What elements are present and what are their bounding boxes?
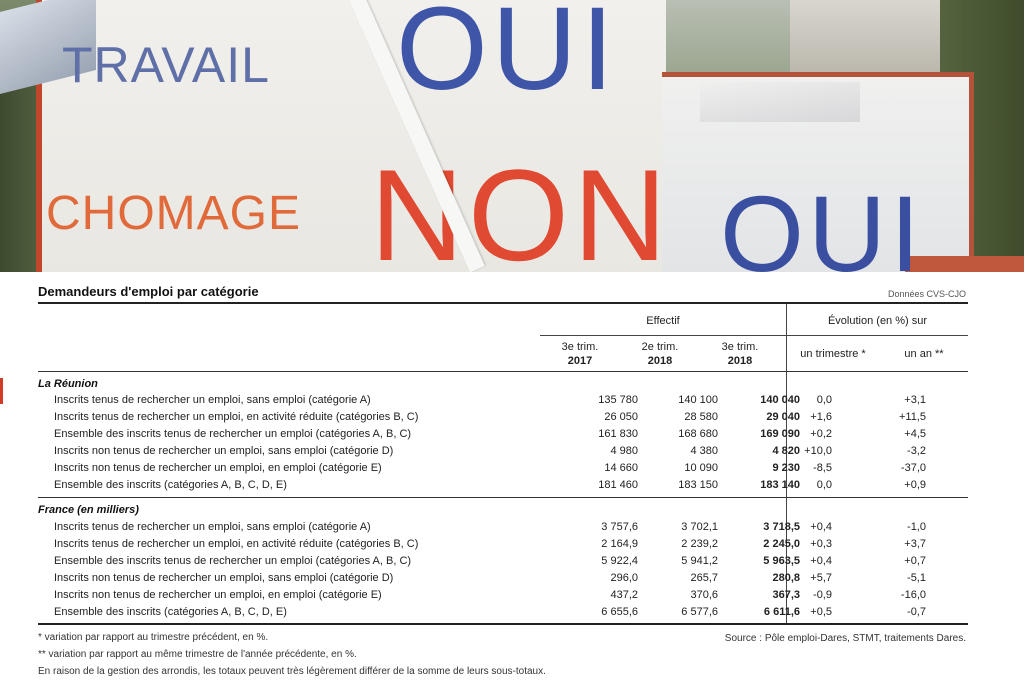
table-row xyxy=(38,409,968,425)
section-title-reunion: La Réunion xyxy=(38,378,98,390)
evolution-an: +0,7 xyxy=(904,555,926,567)
value-2e-trim-2018: 5 941,2 xyxy=(681,555,718,567)
sign-text-oui-top: OUI xyxy=(396,0,618,115)
sign-text-non: NON xyxy=(370,142,671,272)
header-col-trimestre: un trimestre * xyxy=(800,348,866,360)
value-3e-trim-2017: 181 460 xyxy=(598,479,638,491)
table-row xyxy=(38,443,968,459)
value-3e-trim-2018: 2 245,0 xyxy=(763,538,800,550)
evolution-an: -3,2 xyxy=(907,445,926,457)
header-effectif: Effectif xyxy=(646,315,680,327)
header-col2-line2: 2018 xyxy=(647,355,673,367)
evolution-an: -5,1 xyxy=(907,572,926,584)
header-col3-line2: 2018 xyxy=(727,355,753,367)
table-row xyxy=(38,460,968,476)
row-label: Ensemble des inscrits tenus de rechercher un emploi (catégories A, B, C) xyxy=(54,555,412,567)
header-col-an: un an ** xyxy=(904,348,944,360)
evolution-an: +11,5 xyxy=(898,411,926,423)
value-2e-trim-2018: 3 702,1 xyxy=(681,521,718,533)
background-building xyxy=(790,0,940,80)
row-label: Ensemble des inscrits (catégories A, B, C, D, E) xyxy=(54,479,287,491)
evolution-trimestre: +0,2 xyxy=(810,428,832,440)
source-note: Source : Pôle emploi-Dares, STMT, traitements Dares. xyxy=(724,633,966,644)
table-row xyxy=(38,587,968,603)
table-row xyxy=(38,553,968,569)
value-3e-trim-2017: 4 980 xyxy=(610,445,638,457)
row-label: Inscrits non tenus de rechercher un emploi, en emploi (catégorie E) xyxy=(54,589,382,601)
value-3e-trim-2017: 437,2 xyxy=(610,589,638,601)
header-col2-line1: 2e trim. xyxy=(641,341,679,353)
value-3e-trim-2017: 135 780 xyxy=(598,394,638,406)
sign-text-oui-right: OUI xyxy=(720,173,925,272)
evolution-an: -0,7 xyxy=(907,606,926,618)
table-row xyxy=(38,519,968,535)
evolution-trimestre: 0,0 xyxy=(816,479,832,491)
value-3e-trim-2017: 26 050 xyxy=(604,411,638,423)
value-2e-trim-2018: 168 680 xyxy=(678,428,718,440)
evolution-an: +3,7 xyxy=(904,538,926,550)
value-3e-trim-2018: 3 718,5 xyxy=(763,521,800,533)
section-separator xyxy=(38,497,968,498)
edge-mark xyxy=(0,378,3,404)
header-evolution: Évolution (en %) sur xyxy=(827,315,928,327)
row-label: Ensemble des inscrits tenus de rechercher un emploi (catégories A, B, C) xyxy=(54,428,412,440)
banner-photo xyxy=(0,0,1024,272)
value-3e-trim-2018: 140 040 xyxy=(760,394,800,406)
value-3e-trim-2018: 9 230 xyxy=(772,462,800,474)
table-row xyxy=(38,426,968,442)
evolution-trimestre: -8,5 xyxy=(813,462,832,474)
value-2e-trim-2018: 183 150 xyxy=(678,479,718,491)
footnote-arrondis: En raison de la gestion des arrondis, les totaux peuvent très légèrement différer de la somme de leurs sous-totaux. xyxy=(38,666,546,677)
value-3e-trim-2018: 280,8 xyxy=(772,572,800,584)
row-label: Inscrits tenus de rechercher un emploi, en activité réduite (catégories B, C) xyxy=(54,411,419,423)
value-3e-trim-2017: 6 655,6 xyxy=(601,606,638,618)
evolution-an: -37,0 xyxy=(900,462,926,474)
sign-wrinkle xyxy=(700,82,860,122)
evolution-trimestre: +0,5 xyxy=(810,606,832,618)
evolution-trimestre: +0,4 xyxy=(810,521,832,533)
header-col-2017 xyxy=(545,340,615,368)
evolution-trimestre: +10,0 xyxy=(804,445,832,457)
value-2e-trim-2018: 140 100 xyxy=(678,394,718,406)
value-3e-trim-2017: 3 757,6 xyxy=(601,521,638,533)
value-3e-trim-2018: 29 040 xyxy=(766,411,800,423)
value-2e-trim-2018: 370,6 xyxy=(690,589,718,601)
evolution-trimestre: -0,9 xyxy=(813,589,832,601)
footnote-trimestre: * variation par rapport au trimestre précédent, en %. xyxy=(38,632,269,643)
value-3e-trim-2018: 169 090 xyxy=(760,428,800,440)
footnote-annee: ** variation par rapport au même trimestre de l'année précédente, en %. xyxy=(38,649,357,660)
value-3e-trim-2018: 4 820 xyxy=(772,445,800,457)
row-label: Inscrits tenus de rechercher un emploi, sans emploi (catégorie A) xyxy=(54,394,371,406)
header-bottom-rule xyxy=(38,371,968,372)
row-label: Inscrits non tenus de rechercher un emploi, sans emploi (catégorie D) xyxy=(54,572,394,584)
row-label: Inscrits non tenus de rechercher un emploi, en emploi (catégorie E) xyxy=(54,462,382,474)
evolution-an: +3,1 xyxy=(904,394,926,406)
data-note: Données CVS-CJO xyxy=(887,289,966,299)
value-3e-trim-2018: 6 611,6 xyxy=(763,606,800,618)
value-2e-trim-2018: 28 580 xyxy=(684,411,718,423)
evolution-trimestre: +0,4 xyxy=(810,555,832,567)
value-3e-trim-2017: 5 922,4 xyxy=(601,555,638,567)
value-3e-trim-2018: 5 963,5 xyxy=(763,555,800,567)
value-3e-trim-2017: 2 164,9 xyxy=(601,538,638,550)
row-label: Ensemble des inscrits (catégories A, B, C, D, E) xyxy=(54,606,287,618)
sign-text-travail: TRAVAIL xyxy=(62,37,270,93)
table-row xyxy=(38,477,968,493)
section-title-france: France (en milliers) xyxy=(38,504,139,516)
header-sub-rule xyxy=(540,335,968,336)
evolution-trimestre: +1,6 xyxy=(810,411,832,423)
header-col1-line1: 3e trim. xyxy=(561,341,599,353)
evolution-trimestre: 0,0 xyxy=(816,394,832,406)
value-3e-trim-2017: 296,0 xyxy=(610,572,638,584)
value-2e-trim-2018: 4 380 xyxy=(690,445,718,457)
table-top-rule xyxy=(38,302,968,304)
evolution-an: +0,9 xyxy=(904,479,926,491)
row-label: Inscrits non tenus de rechercher un emploi, sans emploi (catégorie D) xyxy=(54,445,394,457)
sign-text-chomage: CHOMAGE xyxy=(46,187,302,240)
table-row xyxy=(38,392,968,408)
value-2e-trim-2018: 265,7 xyxy=(690,572,718,584)
table-bottom-rule xyxy=(38,623,968,625)
evolution-trimestre: +0,3 xyxy=(810,538,832,550)
value-3e-trim-2017: 161 830 xyxy=(598,428,638,440)
table-row xyxy=(38,536,968,552)
table-row xyxy=(38,604,968,620)
header-col1-line2: 2017 xyxy=(567,355,593,367)
header-col-2018-t2 xyxy=(625,340,695,368)
value-2e-trim-2018: 10 090 xyxy=(684,462,718,474)
table-title: Demandeurs d'emploi par catégorie xyxy=(38,284,259,299)
evolution-trimestre: +5,7 xyxy=(810,572,832,584)
value-3e-trim-2018: 367,3 xyxy=(772,589,800,601)
table-row xyxy=(38,570,968,586)
value-2e-trim-2018: 2 239,2 xyxy=(681,538,718,550)
header-col3-line1: 3e trim. xyxy=(721,341,759,353)
evolution-an: -1,0 xyxy=(907,521,926,533)
value-2e-trim-2018: 6 577,6 xyxy=(681,606,718,618)
row-label: Inscrits tenus de rechercher un emploi, en activité réduite (catégories B, C) xyxy=(54,538,419,550)
value-3e-trim-2018: 183 140 xyxy=(760,479,800,491)
value-3e-trim-2017: 14 660 xyxy=(604,462,638,474)
evolution-an: +4,5 xyxy=(904,428,926,440)
evolution-an: -16,0 xyxy=(900,589,926,601)
row-label: Inscrits tenus de rechercher un emploi, sans emploi (catégorie A) xyxy=(54,521,371,533)
header-col-2018-t3 xyxy=(705,340,775,368)
